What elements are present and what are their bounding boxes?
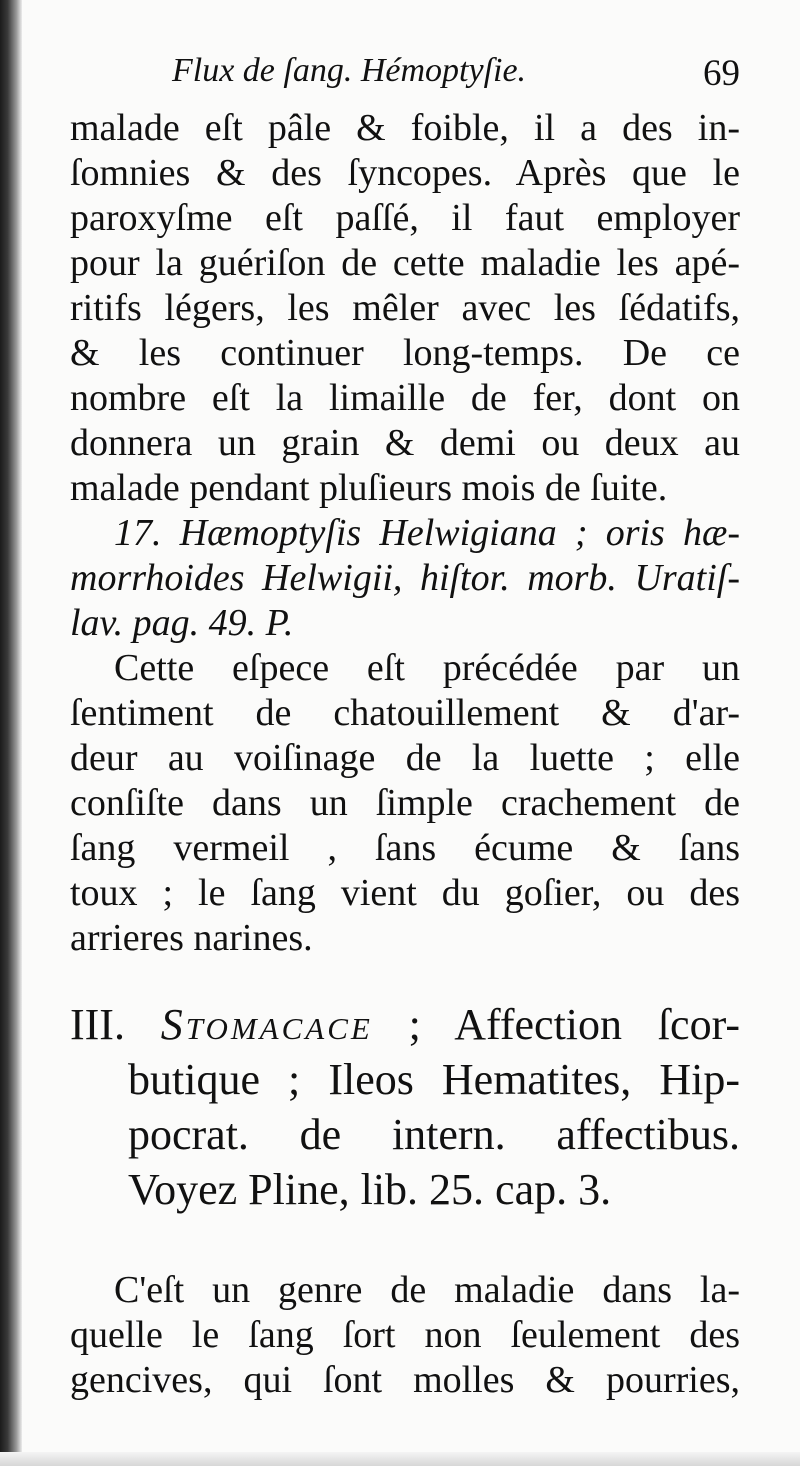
section-heading-line: [70, 997, 740, 1052]
section-line: butique ; Ileos Hematites, Hip-: [128, 1055, 740, 1104]
section-heading-rest: ; Affection ſcor-: [372, 1000, 740, 1049]
page-bottom-edge: [0, 1452, 800, 1466]
section-line: pocrat. de intern. affectibus.: [128, 1110, 740, 1159]
text-line: ſomnies & des ſyncopes. Après que le: [70, 152, 740, 194]
citation-line: lav. pag. 49. P.: [70, 602, 294, 644]
text-line: gencives, qui ſont molles & pourries,: [70, 1359, 740, 1401]
section-number: III.: [70, 1000, 125, 1049]
page-binding-edge: [0, 0, 22, 1466]
running-title: Flux de ſang. Hémoptyſie.: [172, 52, 527, 89]
body-text: [70, 106, 740, 961]
text-line: ſentiment de chatouillement & d'ar-: [70, 692, 740, 734]
text-line: ritifs légers, les mêler avec les ſédatifs,: [70, 287, 740, 329]
section-heading: Stomacace: [160, 1000, 373, 1049]
text-line: donnera un grain & demi ou deux au: [70, 422, 740, 464]
text-line: malade pendant pluſieurs mois de ſuite.: [70, 467, 668, 509]
running-head: [70, 48, 740, 98]
page-number: 69: [703, 53, 740, 94]
citation-line: morrhoides Helwigii, hiſtor. morb. Uratiſ-: [70, 557, 740, 599]
text-line: deur au voiſinage de la luette ; elle: [70, 737, 740, 779]
section-stomacace: [70, 997, 740, 1217]
text-line: & les continuer long-temps. De ce: [70, 332, 740, 374]
section-line: Voyez Pline, lib. 25. cap. 3.: [128, 1165, 612, 1214]
final-paragraph: [70, 1268, 740, 1403]
text-line: conſiſte dans un ſimple crachement de: [70, 782, 740, 824]
citation-line: 17. Hæmoptyſis Helwigiana ; oris hæ-: [114, 512, 740, 554]
text-line: arrieres narines.: [70, 917, 313, 959]
text-line: C'eſt un genre de maladie dans la-: [114, 1269, 740, 1311]
text-line: ſang vermeil , ſans écume & ſans: [70, 827, 740, 869]
text-line: quelle le ſang ſort non ſeulement des: [70, 1314, 740, 1356]
text-line: paroxyſme eſt paſſé, il faut employer: [70, 197, 740, 239]
text-line: nombre eſt la limaille de fer, dont on: [70, 377, 740, 419]
text-line: Cette eſpece eſt précédée par un: [114, 647, 740, 689]
text-line: pour la guériſon de cette maladie les apé-: [70, 242, 740, 284]
text-line: toux ; le ſang vient du goſier, ou des: [70, 872, 740, 914]
text-line: malade eſt pâle & foible, il a des in-: [70, 107, 740, 149]
